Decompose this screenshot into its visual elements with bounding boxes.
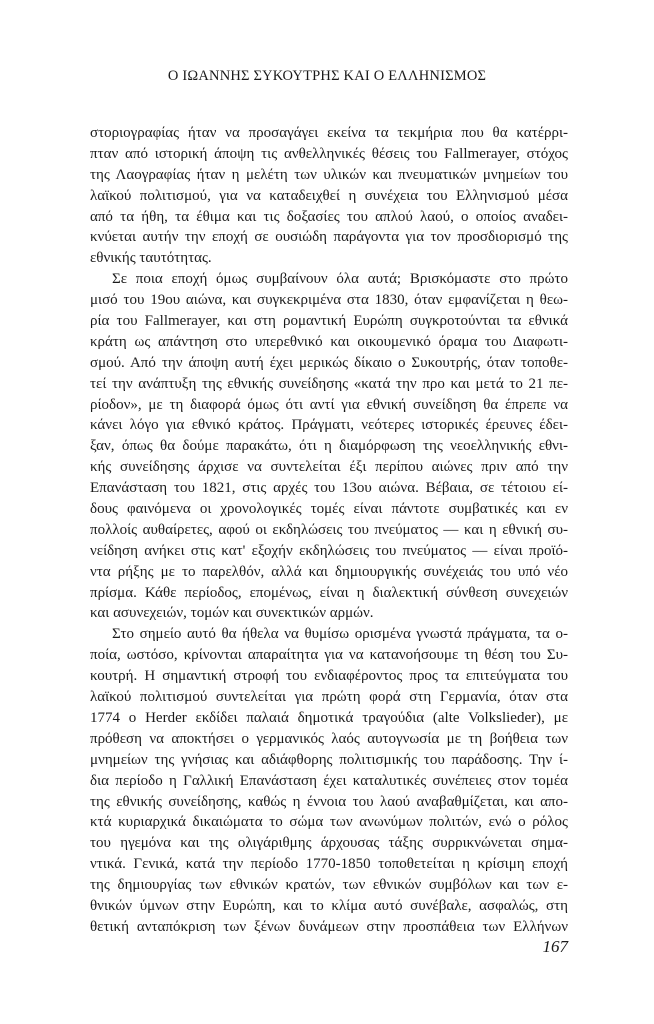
page-number: 167 bbox=[542, 937, 568, 956]
text-line: κής συνείδησης άρχισε να συντελείται έξι περίπου αιώνες πριν από την bbox=[90, 459, 568, 476]
text-line: τεί την ανάπτυξη της εθνικής συνείδησης «κατά την προ και μετά το 21 πε- bbox=[90, 375, 568, 392]
text-line: Επανάσταση του 1821, στις αρχές του 13ου αιώνα. Βέβαια, σε τέτοιου εί- bbox=[90, 480, 568, 497]
text-line: από τα ήθη, τα έθιμα και τις δοξασίες του απλού λαού, ο οποίος αναδει- bbox=[90, 208, 568, 225]
text-line: κνύεται αυτήν την εποχή σε ουσιώδη παράγοντα για τον προσδιορισμό της bbox=[90, 229, 568, 246]
text-line: κτά κυριαρχικά δικαιώματα το σώμα των ανωνύμων πολιτών, ενώ ο ρόλος bbox=[90, 814, 568, 831]
text-line: ντικά. Γενικά, κατά την περίοδο 1770-1850 τοποθετείται η κρίσιμη εποχή bbox=[90, 856, 568, 873]
text-line: μισό του 19ου αιώνα, και συγκεκριμένα στα 1830, όταν εμφανίζεται η θεω- bbox=[90, 292, 568, 309]
text-line: πρόθεση να αποκτήσει ο γερμανικός λαός αυτογνωσία με τη βοήθεια των bbox=[90, 730, 568, 747]
paragraph bbox=[90, 624, 568, 937]
text-line: Στο σημείο αυτό θα ήθελα να θυμίσω ορισμένα γνωστά πράγματα, τα ο- bbox=[112, 626, 568, 643]
text-line: του ηγεμόνα και της ολιγάριθμης άρχουσας τάξης συρρικνώνεται σημα- bbox=[90, 835, 568, 852]
text-line: Σε ποια εποχή όμως συμβαίνουν όλα αυτά; Βρισκόμαστε στο πρώτο bbox=[112, 271, 568, 288]
text-line: θνικών ύμνων στην Ευρώπη, και το κλίμα αυτό συνέβαλε, ασφαλώς, στη bbox=[90, 897, 568, 914]
text-line: σμού. Από την άποψη αυτή έχει μερικώς δίκαιο ο Συκουτρής, όταν τοποθε- bbox=[90, 354, 568, 371]
text-line: δους φαινόμενα οι χρονολογικές τομές είναι πάντοτε συμβατικές και εν bbox=[90, 501, 568, 518]
text-line: λαϊκού πολιτισμού συντελείται για πρώτη φορά στη Γερμανία, όταν στα bbox=[90, 689, 568, 706]
text-line: της Λαογραφίας ήταν η μελέτη των υλικών και πνευματικών μνημείων του bbox=[90, 166, 568, 183]
text-line: πταν από ιστορική άποψη τις ανθελληνικές θέσεις του Fallmerayer, στόχος bbox=[90, 145, 568, 162]
text-line: νείδηση ανήκει στις κατ' εξοχήν εκδηλώσεις του πνεύματος — είναι προϊό- bbox=[90, 542, 568, 559]
text-line: θετική ανταπόκριση των ξένων δυνάμεων στην προσπάθεια των Ελλήνων bbox=[90, 918, 568, 935]
text-line: της δημιουργίας των εθνικών κρατών, των εθνικών συμβόλων και των ε- bbox=[90, 877, 568, 894]
text-line: ξαν, όπως θα δούμε παρακάτω, ότι η διαμόρφωση της νεοελληνικής εθνι- bbox=[90, 438, 568, 455]
text-line: ντα ρήξης με το παρελθόν, αλλά και δημιουργικής συνέχειάς του υπό νέο bbox=[90, 563, 568, 580]
text-line: κάνει λόγο για εθνικό κράτος. Πράγματι, νεότερες ιστορικές έρευνες έδει- bbox=[90, 417, 568, 434]
text-line: 1774 ο Herder εκδίδει παλαιά δημοτικά τραγούδια (alte Volkslieder), με bbox=[90, 709, 568, 726]
text-line: εθνικής ταυτότητας. bbox=[90, 250, 212, 267]
paragraph bbox=[90, 123, 568, 269]
text-line: μνημείων της γνήσιας και αδιάφθορης πολιτισμικής του παράδοσης. Την ί- bbox=[90, 751, 568, 768]
text-line: δια περίοδο η Γαλλική Επανάσταση έχει καταλυτικές συνέπειες στον τομέα bbox=[90, 772, 568, 789]
paragraph bbox=[90, 269, 568, 624]
body-text bbox=[90, 123, 568, 938]
text-line: στοριογραφίας ήταν να προσαγάγει εκείνα τα τεκμήρια που θα κατέρρι- bbox=[90, 125, 568, 141]
text-line: κράτη ως απάντηση στο υπερεθνικό και οικουμενικό όραμα του Διαφωτι- bbox=[90, 333, 568, 350]
text-line: ποία, ωστόσο, κρίνονται απαραίτητα για να κατανοήσουμε τη θέση του Συ- bbox=[90, 647, 568, 664]
text-line: κουτρή. Η σημαντική στροφή του ενδιαφέροντος προς τα επιτεύγματα του bbox=[90, 668, 568, 685]
text-line: πρίσμα. Κάθε περίοδος, επομένως, είναι η διαλεκτική σύνθεση συνεχειών bbox=[90, 584, 568, 601]
text-line: ρία του Fallmerayer, και στη ρομαντική Ευρώπη συγκροτούνται τα εθνικά bbox=[90, 313, 568, 330]
running-head: Ο ΙΩΑΝΝΗΣ ΣΥΚΟΥΤΡΗΣ ΚΑΙ Ο ΕΛΛΗΝΙΣΜΟΣ bbox=[167, 68, 487, 84]
text-line: της εθνικής συνείδησης, καθώς η έννοια του λαού αναβαθμίζεται, και απο- bbox=[90, 793, 568, 810]
text-line: λαϊκού πολιτισμού, για να καταδειχθεί η συνέχεια του Ελληνισμού μέσα bbox=[90, 187, 568, 204]
text-line: και ασυνεχειών, τομών και συνεκτικών αρμών. bbox=[90, 605, 374, 622]
text-line: πολλοίς αυθαίρετες, αφού οι εκδηλώσεις του πνεύματος — και η εθνική συ- bbox=[90, 521, 568, 538]
text-line: ρίοδον», με τη διαφορά όμως ότι αντί για εθνική συνείδηση θα έπρεπε να bbox=[90, 396, 568, 413]
